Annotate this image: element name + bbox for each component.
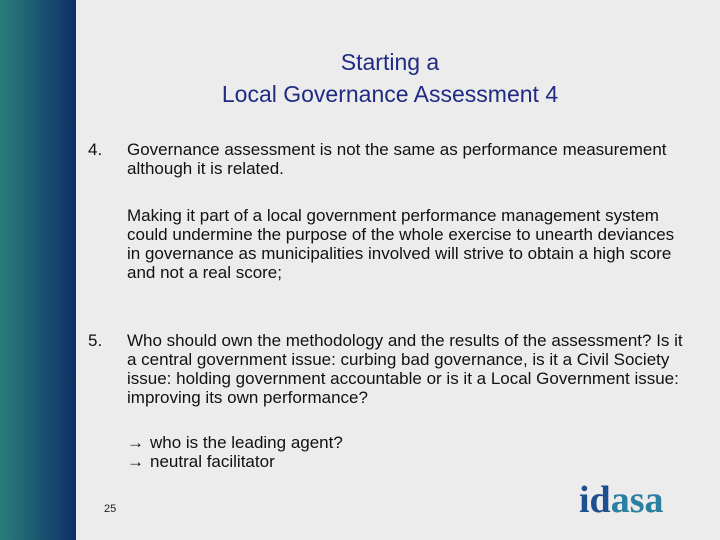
right-arrow-icon: → bbox=[127, 452, 144, 471]
title-line-1: Starting a bbox=[340, 49, 440, 75]
title-line-2: Local Governance Assessment 4 bbox=[221, 81, 559, 107]
arrow-line-1 bbox=[127, 433, 687, 452]
page-number: 25 bbox=[104, 503, 117, 515]
idasa-logo bbox=[579, 480, 664, 520]
slide-title bbox=[90, 46, 690, 110]
logo-part-1: id bbox=[579, 479, 611, 521]
arrow-line-1-text: who is the leading agent? bbox=[150, 433, 343, 452]
arrow-line-2 bbox=[127, 452, 687, 471]
logo-part-2: asa bbox=[610, 479, 664, 521]
arrow-line-2-text: neutral facilitator bbox=[150, 452, 275, 471]
item-5-paragraph-1: Who should own the methodology and the results of the assessment? Is it a central government issue: curbing bad governance, is it a Civil Society issue: holding government accountable or is it a Local Government issue: improving its own performance? bbox=[127, 331, 683, 407]
item-4-paragraph-2: Making it part of a local government performance management system could undermine the purpose of the whole exercise to unearth deviances in governance as municipalities involved will strive to obtain a high score and not a real score; bbox=[127, 206, 675, 282]
sidebar-stripe bbox=[0, 0, 76, 540]
item-4-paragraph-1: Governance assessment is not the same as performance measurement although it is related. bbox=[127, 140, 667, 178]
right-arrow-icon: → bbox=[127, 433, 144, 452]
item-number-5: 5. bbox=[88, 331, 103, 350]
item-number-4: 4. bbox=[88, 140, 103, 159]
